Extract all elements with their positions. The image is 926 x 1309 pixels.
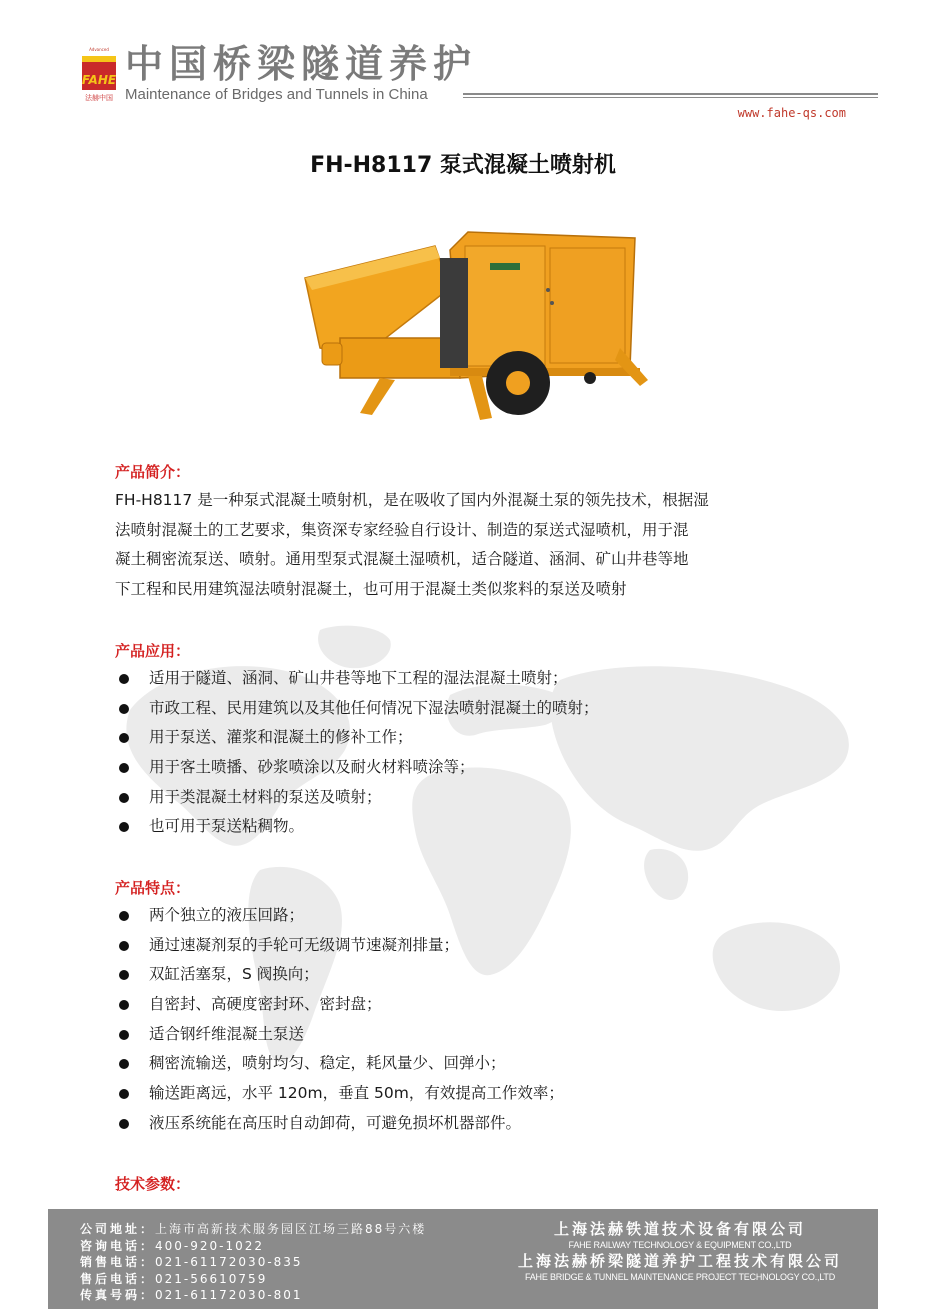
list-item: 自密封、高硬度密封环、密封盘； <box>115 990 564 1020</box>
intro-line: FH-H8117 是一种泵式混凝土喷射机，是在吸收了国内外混凝土泵的领先技术，根据湿 <box>115 491 709 509</box>
contact-info <box>80 1221 426 1304</box>
intro-line: 凝土稠密流泵送、喷射。通用型泵式混凝土湿喷机，适合隧道、涵洞、矿山井巷等地 <box>115 550 689 568</box>
bullet-icon <box>119 1000 129 1010</box>
header-divider-thin <box>463 97 878 98</box>
contact-row: 公司地址：上海市高新技术服务园区江场三路88号六楼 <box>80 1222 427 1236</box>
intro-line: 法喷射混凝土的工艺要求，集资深专家经验自行设计、制造的泵送式湿喷机，用于混 <box>115 520 689 539</box>
features-list <box>115 901 564 1139</box>
bullet-icon <box>119 970 129 980</box>
list-item: 用于类混凝土材料的泵送及喷射； <box>115 783 599 813</box>
list-item: 适用于隧道、涵洞、矿山井巷等地下工程的湿法混凝土喷射； <box>115 664 599 694</box>
brand-title-en: Maintenance of Bridges and Tunnels in China <box>125 86 428 103</box>
bullet-icon <box>119 1119 129 1129</box>
brand-title-cn: 中国桥梁隧道养护 <box>125 42 478 86</box>
list-item: 输送距离远，水平 120m，垂直 50m，有效提高工作效率； <box>115 1079 564 1109</box>
contact-row: 传真号码：021-61172030-801 <box>80 1288 303 1302</box>
company1-cn: 上海法赫铁道技术设备有限公司 <box>553 1220 806 1238</box>
bullet-icon <box>119 822 129 832</box>
svg-text:法赫中国: 法赫中国 <box>85 94 113 102</box>
document-title: FH-H8117 泵式混凝土喷射机 <box>310 153 616 178</box>
list-item: 稠密流输送，喷射均匀、稳定，耗风量少、回弹小； <box>115 1049 564 1079</box>
intro-line: 下工程和民用建筑湿法喷射混凝土，也可用于混凝土类似浆料的泵送及喷射 <box>115 579 627 598</box>
fahe-logo <box>78 42 120 102</box>
header-divider <box>463 93 878 95</box>
list-item: 通过速凝剂泵的手轮可无级调节速凝剂排量； <box>115 931 564 961</box>
intro-heading: 产品简介： <box>115 463 191 481</box>
list-item: 双缸活塞泵，S 阀换向； <box>115 960 564 990</box>
list-item: 用于泵送、灌浆和混凝土的修补工作； <box>115 723 599 753</box>
bullet-icon <box>119 674 129 684</box>
company-names <box>518 1219 842 1283</box>
svg-text:Advanced: Advanced <box>89 47 109 52</box>
company1-en: FAHE RAILWAY TECHNOLOGY & EQUIPMENT CO.,LTD <box>568 1240 792 1250</box>
bullet-icon <box>119 704 129 714</box>
list-item: 用于客土喷播、砂浆喷涂以及耐火材料喷涂等； <box>115 753 599 783</box>
tech-params-heading: 技术参数： <box>115 1175 191 1193</box>
applications-list <box>115 664 599 842</box>
list-item: 也可用于泵送粘稠物。 <box>115 812 599 842</box>
bullet-icon <box>119 1089 129 1099</box>
features-heading: 产品特点： <box>115 879 191 897</box>
bullet-icon <box>119 733 129 743</box>
list-item: 液压系统能在高压时自动卸荷，可避免损坏机器部件。 <box>115 1109 564 1139</box>
contact-row: 咨询电话：400-920-1022 <box>80 1238 265 1253</box>
contact-row: 售后电话：021-56610759 <box>80 1271 268 1286</box>
applications-heading: 产品应用： <box>115 642 191 660</box>
product-image-shotcrete-machine <box>300 228 652 428</box>
footer <box>48 1209 878 1309</box>
bullet-icon <box>119 793 129 803</box>
intro-paragraph <box>115 486 815 604</box>
company2-en: FAHE BRIDGE & TUNNEL MAINTENANCE PROJECT TECHNOLOGY CO.,LTD <box>524 1272 836 1282</box>
list-item: 两个独立的液压回路； <box>115 901 564 931</box>
bullet-icon <box>119 1059 129 1069</box>
bullet-icon <box>119 911 129 921</box>
website-link[interactable]: www.fahe-qs.com <box>737 106 846 120</box>
bullet-icon <box>119 1030 129 1040</box>
bullet-icon <box>119 941 129 951</box>
list-item: 市政工程、民用建筑以及其他任何情况下湿法喷射混凝土的喷射； <box>115 694 599 724</box>
svg-text:FAHE: FAHE <box>81 73 117 87</box>
bullet-icon <box>119 763 129 773</box>
company2-cn: 上海法赫桥梁隧道养护工程技术有限公司 <box>517 1252 842 1270</box>
contact-row: 销售电话：021-61172030-835 <box>80 1255 303 1269</box>
list-item: 适合钢纤维混凝土泵送 <box>115 1020 564 1050</box>
